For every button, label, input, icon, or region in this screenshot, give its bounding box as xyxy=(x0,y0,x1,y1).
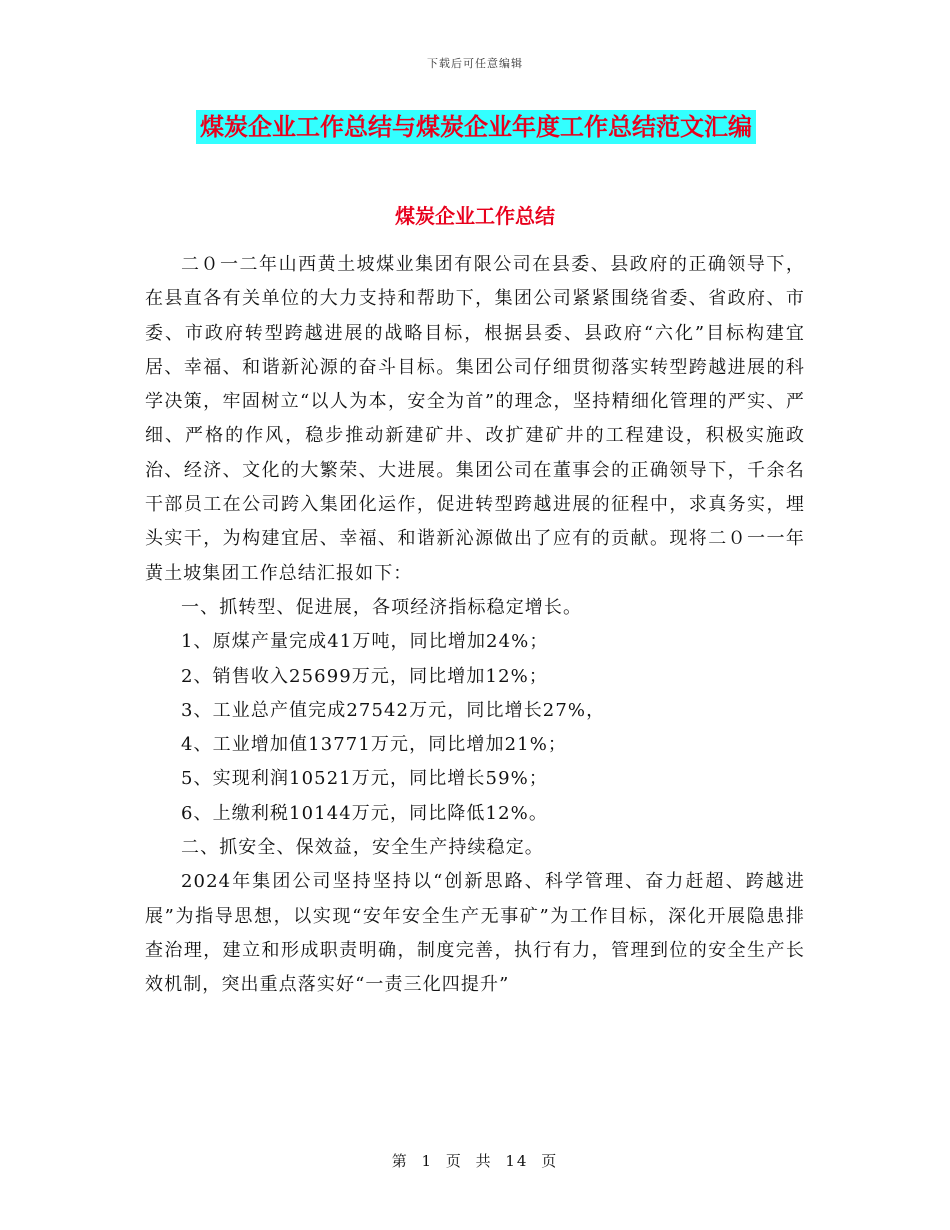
body-paragraph: 6、上缴利税10144万元，同比降低12%。 xyxy=(181,802,548,824)
document-title: 煤炭企业工作总结与煤炭企业年度工作总结范文汇编 xyxy=(200,112,752,141)
body-paragraph: 2、销售收入25699万元，同比增加12%； xyxy=(181,665,548,687)
header-note: 下载后可任意编辑 xyxy=(427,57,523,70)
body-paragraph: 一、抓转型、促进展，各项经济指标稳定增长。 xyxy=(181,596,583,618)
body-paragraph: 5、实现利润10521万元，同比增长59%； xyxy=(181,768,548,790)
document-body xyxy=(145,248,805,1003)
page-number: 第 1 页 共 14 页 xyxy=(391,1152,559,1170)
body-paragraph: 二、抓安全、保效益，安全生产持续稳定。 xyxy=(181,837,544,859)
body-paragraph: 4、工业增加值13771万元，同比增加21%； xyxy=(181,734,568,756)
body-paragraph: 二０一二年山西黄土坡煤业集团有限公司在县委、县政府的正确领导下，在县直各有关单位的大力支持和帮助下，集团公司紧紧围绕省委、省政府、市委、市政府转型跨越进展的战略目标，根据县委、县政府“六化”目标构建宜居、幸福、和谐新沁源的奋斗目标。集团公司仔细贯彻落实转型跨越进展的科学决策，牢固树立“以人为本，安全为首”的理念，坚持精细化管理的严实、严细、严格的作风，稳步推动新建矿井、改扩建矿井的工程建设，积极实施政治、经济、文化的大繁荣、大进展。集团公司在董事会的正确领导下，千余名干部员工在公司跨入集团化运作，促进转型跨越进展的征程中，求真务实，埋头实干，为构建宜居、幸福、和谐新沁源做出了应有的贡献。现将二０一一年黄土坡集团工作总结汇报如下： xyxy=(145,254,805,584)
main-title-highlight xyxy=(196,110,756,144)
body-paragraph: 1、原煤产量完成41万吨，同比增加24%； xyxy=(181,631,549,653)
body-paragraph: 2024年集团公司坚持坚持以“创新思路、科学管理、奋力赶超、跨越进展”为指导思想，以实现“安年安全生产无事矿”为工作目标，深化开展隐患排查治理，建立和形成职责明确，制度完善，执行有力，管理到位的安全生产长效机制，突出重点落实好“一责三化四提升” xyxy=(145,871,805,996)
body-paragraph: 3、工业总产值完成27542万元，同比增长27%， xyxy=(181,699,606,721)
section-title: 煤炭企业工作总结 xyxy=(395,204,555,228)
